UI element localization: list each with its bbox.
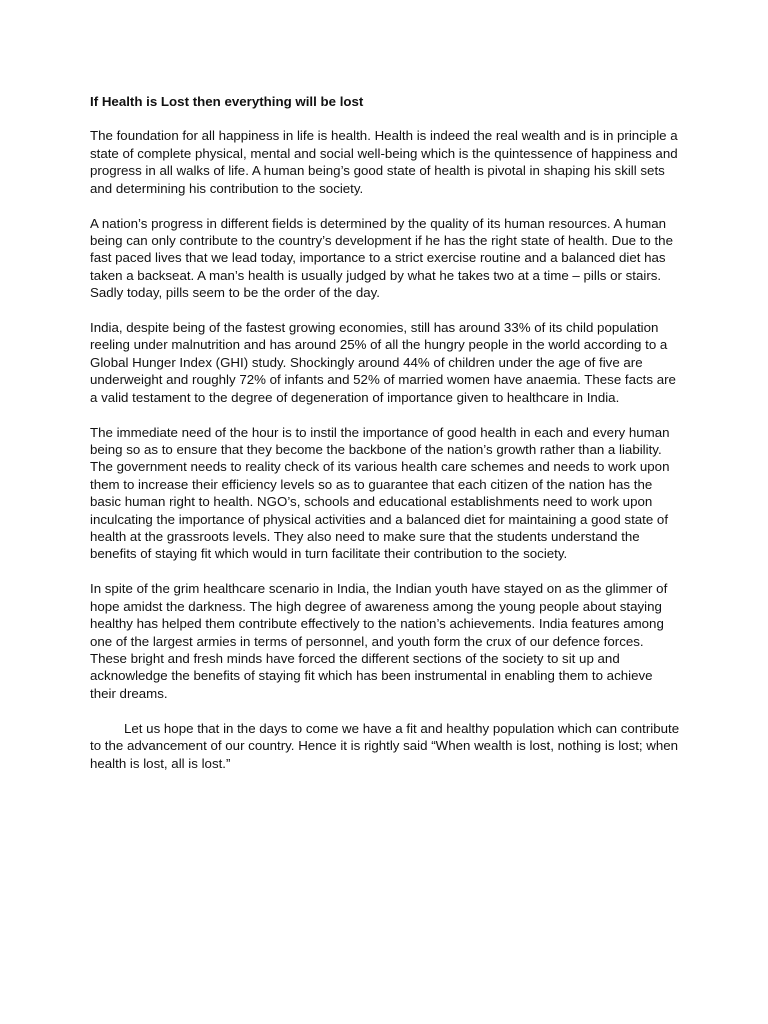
paragraph-1: The foundation for all happiness in life is health. Health is indeed the real wealth and is in principle a state of complete physical, mental and social well-being which is the quintessence of happiness and progress in all walks of life. A human being’s good state of health is pivotal in shaping his skill sets and determining his contribution to the society.: [90, 128, 678, 196]
paragraph-2: A nation’s progress in different fields is determined by the quality of its human resources. A human being can only contribute to the country’s development if he has the right state of health. Due to the fast paced lives that we lead today, importance to a strict exercise routine and a balanced diet has taken a backseat. A man’s health is usually judged by what he takes two at a time – pills or stairs. Sadly today, pills seem to be the order of the day.: [90, 215, 673, 301]
document-title: If Health is Lost then everything will be lost: [90, 94, 364, 109]
paragraph-5: In spite of the grim healthcare scenario in India, the Indian youth have stayed on as the glimmer of hope amidst the darkness. The high degree of awareness among the young people about staying healthy has helped them contribute effectively to the nation’s achievements. India features among one of the largest armies in terms of personnel, and youth form the crux of our defence forces. These bright and fresh minds have forced the different sections of the society to sit up and acknowledge the benefits of staying fit which has been instrumental in enabling them to achieve their dreams.: [90, 581, 668, 701]
paragraph-4: The immediate need of the hour is to instil the importance of good health in each and every human being so as to ensure that they become the backbone of the nation’s growth rather than a liability. The government needs to reality check of its various health care schemes and needs to work upon them to increase their efficiency levels so as to guarantee that each citizen of the nation has the basic human right to health. NGO’s, schools and educational establishments need to work upon inculcating the importance of physical activities and a balanced diet for maintaining a good state of health at the grassroots levels. They also need to make sure that the students understand the benefits of staying fit which would in turn facilitate their contribution to the society.: [90, 424, 670, 562]
paragraph-6: Let us hope that in the days to come we have a fit and healthy population which can contribute to the advancement of our country. Hence it is rightly said “When wealth is lost, nothing is lost; when health is lost, all is lost.”: [90, 720, 680, 771]
document-page: [90, 93, 680, 789]
paragraph-3: India, despite being of the fastest growing economies, still has around 33% of its child population reeling under malnutrition and has around 25% of all the hungry people in the world according to a Global Hunger Index (GHI) study. Shockingly around 44% of children under the age of five are underweight and roughly 72% of infants and 52% of married women have anaemia. These facts are a valid testament to the degree of degeneration of importance given to healthcare in India.: [90, 320, 676, 405]
